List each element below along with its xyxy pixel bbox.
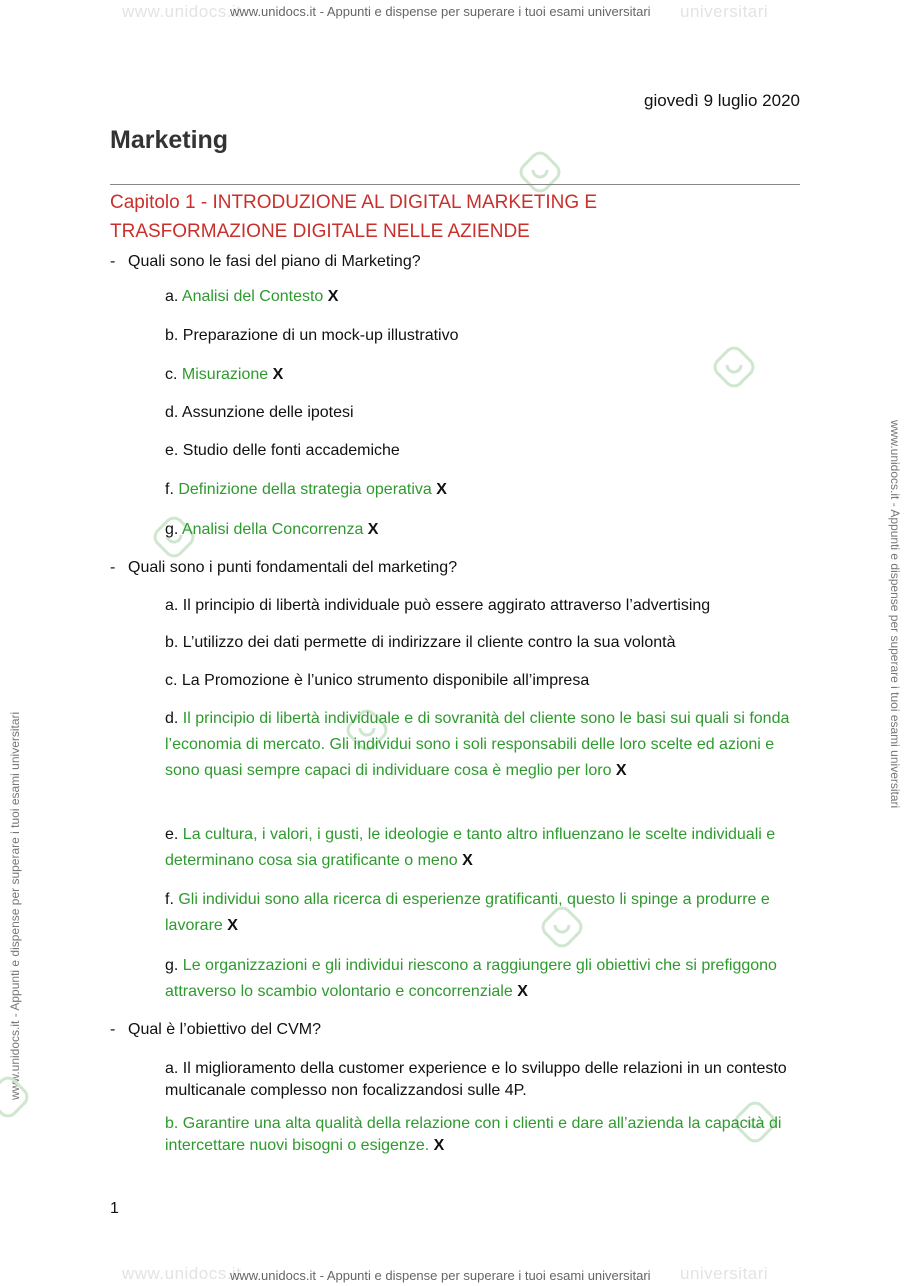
- option-q1-f: [165, 477, 805, 503]
- option-q2-f: [165, 887, 805, 939]
- watermark-faint-left-footer: www.unidocs.it: [122, 1264, 242, 1283]
- question-1: [110, 253, 421, 271]
- option-q1-g: [165, 517, 805, 543]
- option-text: La Promozione è l’unico strumento disponibile all’impresa: [181, 672, 590, 689]
- watermark-header: www.unidocs.it - Appunti e dispense per superare i tuoi esami universitari: [230, 4, 651, 19]
- option-text: Gli individui sono alla ricerca di esperienze gratificanti, questo li spinge a produrre e lavorare: [165, 891, 770, 934]
- option-letter: c.: [165, 672, 178, 689]
- option-text: Studio delle fonti accademiche: [182, 442, 400, 459]
- option-text: Il principio di libertà individuale può essere aggirato attraverso l’advertising: [182, 597, 711, 614]
- option-letter: g.: [165, 521, 179, 538]
- option-q2-b: [165, 630, 805, 656]
- correct-mark: X: [327, 288, 339, 305]
- correct-mark: X: [227, 917, 238, 934]
- watermark-faint-left: www.unidocs.it: [122, 2, 242, 21]
- option-text: Il principio di libertà individuale e di sovranità del cliente sono le basi sui quali si fonda l’economia di mercato. Gli individui sono i soli responsabili delle loro scelte ed azioni e sono quasi sempre capaci di individuare cosa è meglio per loro: [165, 710, 790, 779]
- unidocs-logo-icon: [0, 1075, 30, 1119]
- question-text: Quali sono i punti fondamentali del marketing?: [128, 559, 458, 576]
- correct-mark: X: [272, 366, 284, 383]
- question-text: Quali sono le fasi del piano di Marketing?: [128, 253, 421, 270]
- option-letter: a.: [165, 597, 179, 614]
- option-letter: e.: [165, 442, 179, 459]
- option-q2-e: [165, 822, 805, 874]
- option-q3-b: [165, 1113, 805, 1157]
- document-date: giovedì 9 luglio 2020: [644, 91, 800, 110]
- option-text: Analisi del Contesto: [181, 288, 324, 305]
- watermark-footer: www.unidocs.it - Appunti e dispense per superare i tuoi esami universitari: [230, 1268, 651, 1283]
- correct-mark: X: [517, 983, 528, 1000]
- option-q1-e: [165, 438, 805, 464]
- question-3: [110, 1021, 321, 1039]
- option-letter: c.: [165, 366, 178, 383]
- watermark-right: www.unidocs.it - Appunti e dispense per superare i tuoi esami universitari: [888, 420, 902, 809]
- option-letter: d.: [165, 710, 179, 727]
- option-letter: b.: [165, 634, 179, 651]
- option-q2-g: [165, 953, 805, 1005]
- option-text: Le organizzazioni e gli individui riescono a raggiungere gli obiettivi che si prefiggono attraverso lo scambio volontario e concorrenziale: [165, 957, 777, 1000]
- option-q1-a: [165, 284, 805, 310]
- option-q1-b: [165, 323, 805, 349]
- option-text: Analisi della Concorrenza: [181, 521, 364, 538]
- option-text: L’utilizzo dei dati permette di indirizzare il cliente contro la sua volontà: [182, 634, 676, 651]
- watermark-left: www.unidocs.it - Appunti e dispense per superare i tuoi esami universitari: [8, 711, 22, 1100]
- option-letter: f.: [165, 481, 174, 498]
- watermark-faint-right-footer: universitari: [680, 1264, 769, 1283]
- option-q1-c: [165, 362, 805, 388]
- option-letter: b.: [165, 1115, 179, 1132]
- question-text: Qual è l’obiettivo del CVM?: [128, 1021, 321, 1038]
- option-letter: d.: [165, 404, 179, 421]
- option-letter: b.: [165, 327, 179, 344]
- option-text: Il miglioramento della customer experience e lo sviluppo delle relazioni in un contesto multicanale complesso non focalizzandosi sulle 4P.: [165, 1060, 787, 1099]
- page-title: Marketing: [110, 126, 229, 154]
- option-letter: a.: [165, 1060, 179, 1077]
- question-2: [110, 559, 457, 577]
- question-bullet: -: [110, 559, 116, 576]
- option-q2-d: [165, 706, 805, 784]
- correct-mark: X: [462, 852, 473, 869]
- option-letter: f.: [165, 891, 174, 908]
- correct-mark: X: [436, 481, 447, 498]
- correct-mark: X: [367, 521, 379, 538]
- option-text: Misurazione: [181, 366, 269, 383]
- watermark-faint-right: universitari: [680, 2, 769, 21]
- option-letter: g.: [165, 957, 179, 974]
- option-letter: e.: [165, 826, 179, 843]
- option-q1-d: [165, 400, 805, 426]
- question-bullet: -: [110, 253, 116, 270]
- option-q2-c: [165, 668, 805, 694]
- correct-mark: X: [615, 762, 627, 779]
- option-text: La cultura, i valori, i gusti, le ideologie e tanto altro influenzano le scelte individuali e determinano cosa sia gratificante o meno: [165, 826, 776, 869]
- option-q2-a: [165, 593, 805, 619]
- title-divider: [110, 184, 800, 185]
- correct-mark: X: [433, 1137, 445, 1154]
- option-letter: a.: [165, 288, 179, 305]
- option-text: Definizione della strategia operativa: [178, 481, 432, 498]
- page-number: 1: [110, 1200, 119, 1217]
- question-bullet: -: [110, 1021, 116, 1038]
- option-q3-a: [165, 1058, 805, 1102]
- option-text: Assunzione delle ipotesi: [181, 404, 354, 421]
- option-text: Preparazione di un mock-up illustrativo: [182, 327, 459, 344]
- chapter-heading: Capitolo 1 - INTRODUZIONE AL DIGITAL MARKETING E TRASFORMAZIONE DIGITALE NELLE AZIENDE: [110, 192, 598, 242]
- option-text: Garantire una alta qualità della relazione con i clienti e dare all’azienda la capacità di intercettare nuovi bisogni o esigenze.: [165, 1115, 782, 1154]
